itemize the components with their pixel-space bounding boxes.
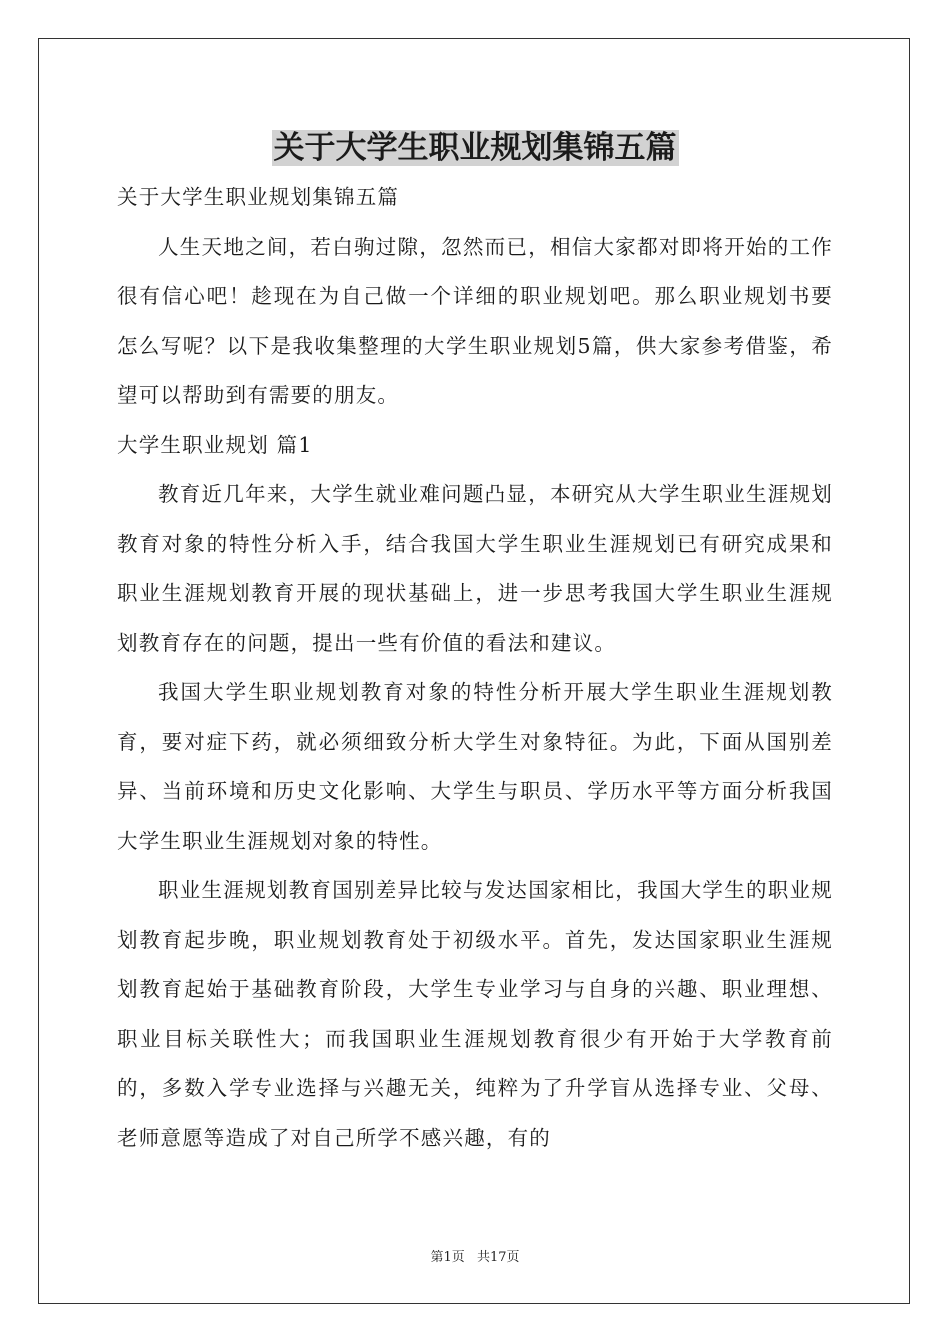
page-footer xyxy=(0,1246,950,1265)
document-body xyxy=(117,173,833,1163)
document-title xyxy=(0,128,950,168)
total-page-count: 共17页 xyxy=(476,1250,520,1265)
document-subtitle: 关于大学生职业规划集锦五篇 xyxy=(117,185,400,209)
body-paragraph: 我国大学生职业规划教育对象的特性分析开展大学生职业生涯规划教育，要对症下药，就必须细致分析大学生对象特征。为此，下面从国别差异、当前环境和历史文化影响、大学生与职员、学历水平等方面分析我国大学生职业生涯规划对象的特性。 xyxy=(117,680,833,853)
current-page-number: 第1页 xyxy=(430,1250,465,1265)
body-paragraph: 职业生涯规划教育国别差异比较与发达国家相比，我国大学生的职业规划教育起步晚，职业规划教育处于初级水平。首先，发达国家职业生涯规划教育起始于基础教育阶段，大学生专业学习与自身的兴趣、职业理想、职业目标关联性大；而我国职业生涯规划教育很少有开始于大学教育前的，多数入学专业选择与兴趣无关，纯粹为了升学盲从选择专业、父母、老师意愿等造成了对自己所学不感兴趣，有的 xyxy=(117,878,833,1150)
body-paragraph: 教育近几年来，大学生就业难问题凸显，本研究从大学生职业生涯规划教育对象的特性分析入手，结合我国大学生职业生涯规划已有研究成果和职业生涯规划教育开展的现状基础上，进一步思考我国大学生职业生涯规划教育存在的问题，提出一些有价值的看法和建议。 xyxy=(117,482,833,655)
intro-paragraph: 人生天地之间，若白驹过隙，忽然而已，相信大家都对即将开始的工作很有信心吧！趁现在为自己做一个详细的职业规划吧。那么职业规划书要怎么写呢？以下是我收集整理的大学生职业规划5篇，供大家参考借鉴，希望可以帮助到有需要的朋友。 xyxy=(117,234,833,407)
section-heading: 大学生职业规划 篇1 xyxy=(117,432,313,457)
document-title-text: 关于大学生职业规划集锦五篇 xyxy=(273,130,677,166)
